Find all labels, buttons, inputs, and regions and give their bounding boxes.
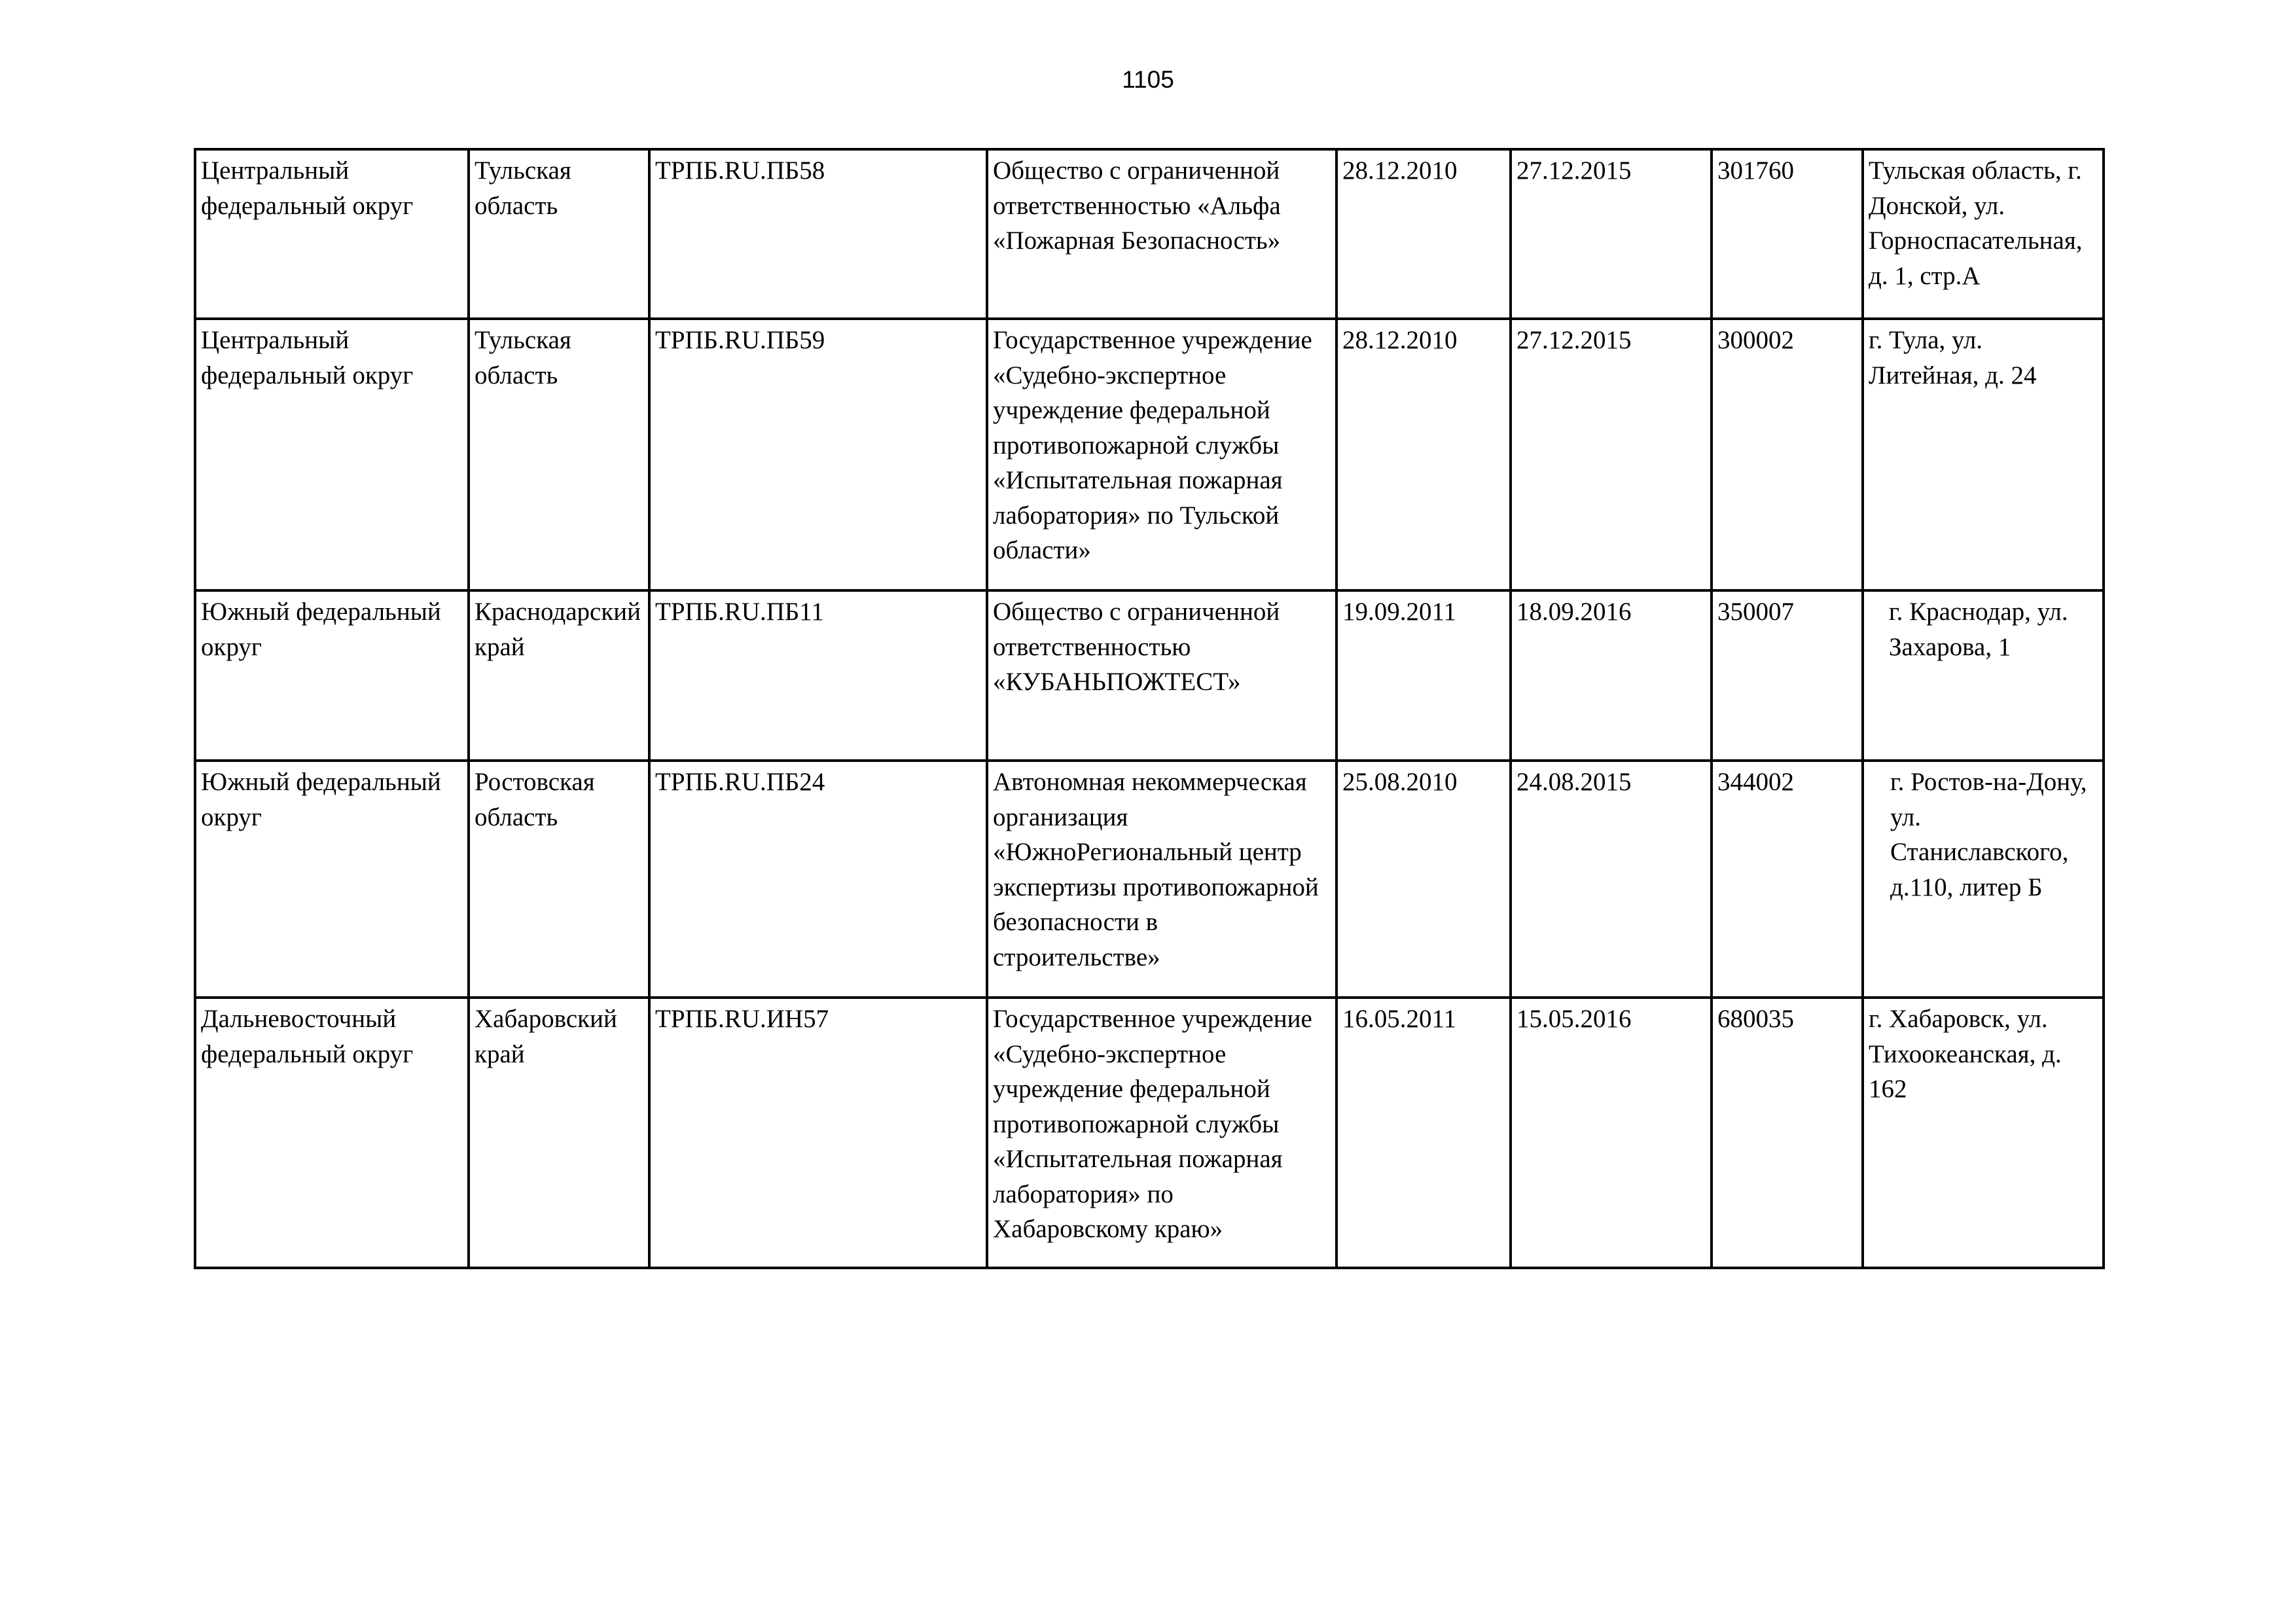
address-cell: г. Тула, ул. Литейная, д. 24 xyxy=(1863,319,2104,590)
postcode-cell: 301760 xyxy=(1712,149,1863,319)
address-cell: Тульская область, г. Донской, ул. Горноспасательная, д. 1, стр.А xyxy=(1863,149,2104,319)
region-cell: Краснодарский край xyxy=(469,590,649,761)
organization-cell: Государственное учреждение «Судебно-экспертное учреждение федеральной противопожарной службы «Испытательная пожарная лаборатория» по Хабаровскому краю» xyxy=(987,998,1336,1268)
date-to-cell: 18.09.2016 xyxy=(1511,590,1712,761)
district-cell: Дальневосточный федеральный округ xyxy=(195,998,469,1268)
region-cell: Ростовская область xyxy=(469,761,649,998)
certificate-cell: ТРПБ.RU.ИН57 xyxy=(649,998,987,1268)
date-from-cell: 16.05.2011 xyxy=(1336,998,1511,1268)
date-from-cell: 28.12.2010 xyxy=(1336,319,1511,590)
organization-cell: Государственное учреждение «Судебно-экспертное учреждение федеральной противопожарной службы «Испытательная пожарная лаборатория» по Тульской области» xyxy=(987,319,1336,590)
district-cell: Центральный федеральный округ xyxy=(195,319,469,590)
postcode-cell: 350007 xyxy=(1712,590,1863,761)
postcode-cell: 300002 xyxy=(1712,319,1863,590)
organization-cell: Общество с ограниченной ответственностью «КУБАНЬПОЖТЕСТ» xyxy=(987,590,1336,761)
certificate-cell: ТРПБ.RU.ПБ24 xyxy=(649,761,987,998)
date-to-cell: 27.12.2015 xyxy=(1511,149,1712,319)
date-from-cell: 25.08.2010 xyxy=(1336,761,1511,998)
certificate-cell: ТРПБ.RU.ПБ59 xyxy=(649,319,987,590)
region-cell: Тульская область xyxy=(469,319,649,590)
registry-table xyxy=(194,148,2105,1269)
date-from-cell: 28.12.2010 xyxy=(1336,149,1511,319)
district-cell: Южный федеральный округ xyxy=(195,590,469,761)
table-row xyxy=(195,149,2104,319)
table-row xyxy=(195,319,2104,590)
region-cell: Хабаровский край xyxy=(469,998,649,1268)
address-cell: г. Хабаровск, ул. Тихоокеанская, д. 162 xyxy=(1863,998,2104,1268)
date-from-cell: 19.09.2011 xyxy=(1336,590,1511,761)
region-cell: Тульская область xyxy=(469,149,649,319)
district-cell: Центральный федеральный округ xyxy=(195,149,469,319)
date-to-cell: 15.05.2016 xyxy=(1511,998,1712,1268)
date-to-cell: 27.12.2015 xyxy=(1511,319,1712,590)
postcode-cell: 344002 xyxy=(1712,761,1863,998)
organization-cell: Общество с ограниченной ответственностью «Альфа «Пожарная Безопасность» xyxy=(987,149,1336,319)
postcode-cell: 680035 xyxy=(1712,998,1863,1268)
table-row xyxy=(195,590,2104,761)
date-to-cell: 24.08.2015 xyxy=(1511,761,1712,998)
address-cell: г. Ростов-на-Дону, ул. Станиславского, д.110, литер Б xyxy=(1863,761,2104,998)
table-row xyxy=(195,998,2104,1268)
certificate-cell: ТРПБ.RU.ПБ58 xyxy=(649,149,987,319)
page-number: 1105 xyxy=(1122,66,1174,93)
certificate-cell: ТРПБ.RU.ПБ11 xyxy=(649,590,987,761)
organization-cell: Автономная некоммерческая организация «ЮжноРегиональный центр экспертизы противопожарной безопасности в строительстве» xyxy=(987,761,1336,998)
table-row xyxy=(195,761,2104,998)
address-cell: г. Краснодар, ул. Захарова, 1 xyxy=(1863,590,2104,761)
district-cell: Южный федеральный округ xyxy=(195,761,469,998)
